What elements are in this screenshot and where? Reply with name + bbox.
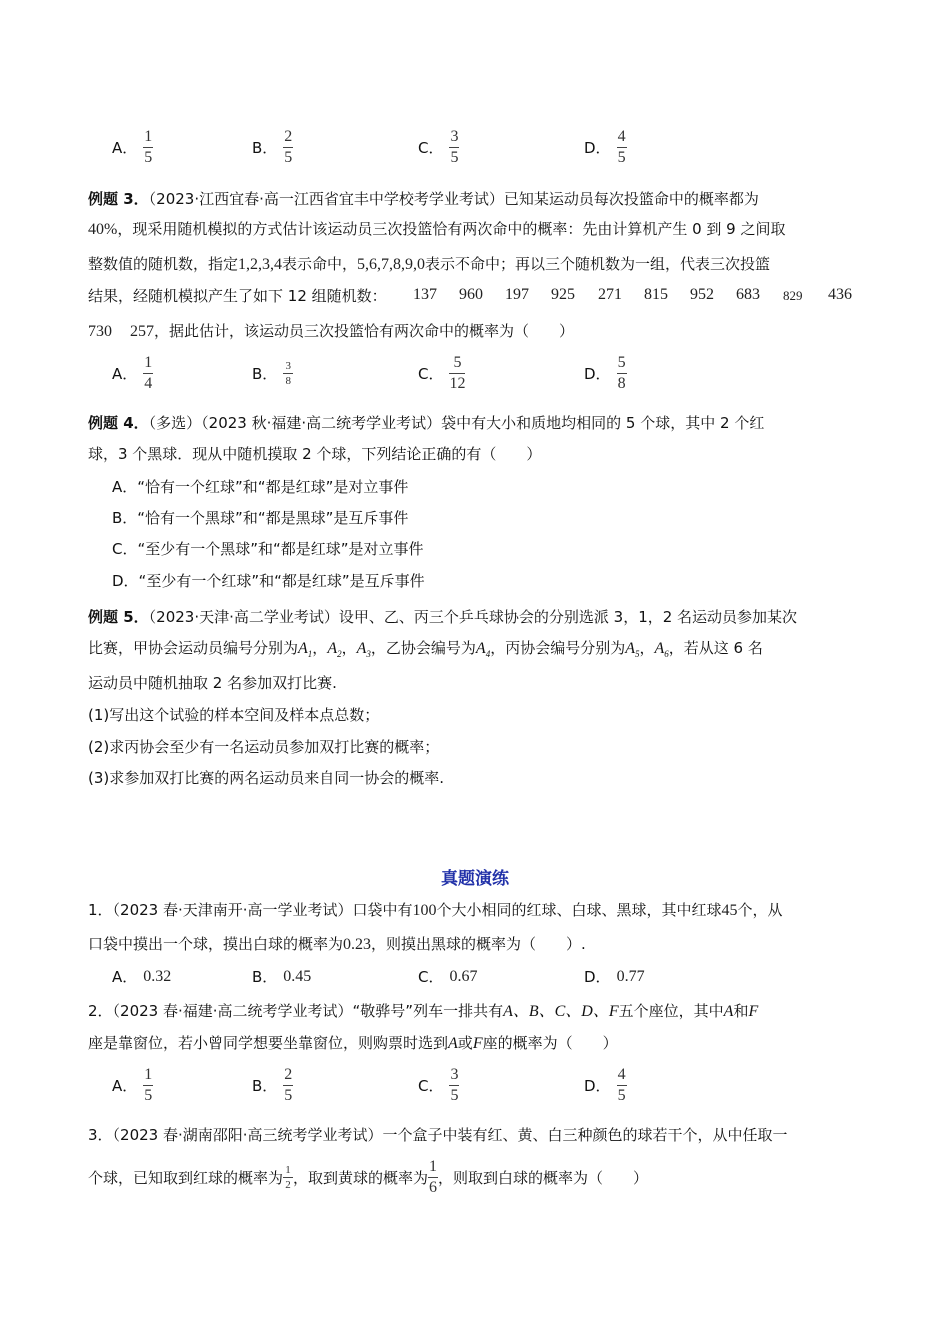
option-letter: B． xyxy=(252,968,278,986)
ex5-text: ，乙协会编号为 xyxy=(370,639,476,657)
ex5-line-3: 运动员中随机抽取 2 名参加双打比赛. xyxy=(88,674,337,692)
p2-option-d xyxy=(584,1066,627,1105)
ex5-text: 比赛，甲协会运动员编号分别为 xyxy=(88,639,299,657)
option-letter: A． xyxy=(112,365,138,383)
var-a4: $A_4$ xyxy=(475,640,491,659)
random-number: 960 xyxy=(459,286,483,303)
fraction: $\frac{1}{5}$ xyxy=(144,1066,153,1104)
p2-text: 五个座位，其中 xyxy=(618,1002,724,1020)
ex4-option-b: B．“恰有一个黑球”和“都是黑球”是互斥事件 xyxy=(112,509,409,527)
option-letter: A． xyxy=(112,968,138,986)
var-a1: $A_1$ xyxy=(298,640,313,659)
p1-option-c xyxy=(418,966,477,987)
fraction: $\frac{1}{2}$ xyxy=(283,1164,293,1191)
math-percent: 40% xyxy=(88,221,118,238)
p1-option-d xyxy=(584,966,645,987)
fraction: $\frac{5}{12}$ xyxy=(449,354,466,392)
ex3-option-c xyxy=(418,354,465,393)
section-title: 真题演练 xyxy=(441,869,509,889)
p2-text: 座是靠窗位，若小曾同学想要坐靠窗位，则购票时选到 xyxy=(88,1034,449,1052)
ex3-text: ，现采用随机模拟的方式估计该运动员三次投篮恰有两次命中的概率：先由计算机产生 0 到 9 之间取 xyxy=(117,220,786,238)
p2-text: 2．（2023 春·福建·高二统考学业考试）“敬骅号”列车一排共有 xyxy=(88,1002,504,1020)
option-b xyxy=(252,128,293,167)
ex4-text: 球，3 个黑球．现从中随机摸取 2 个球，下列结论正确的有（ ） xyxy=(88,445,542,463)
ex5-text: ，丙协会编号分别为 xyxy=(490,639,626,657)
option-c xyxy=(418,128,459,167)
p2-line-1 xyxy=(88,1000,758,1023)
p1-text: ，则摸出黑球的概率为（ ）. xyxy=(371,935,586,953)
p1-text: 1．（2023 春·天津南开·高一学业考试）口袋中有 xyxy=(88,901,413,919)
math-seat-f: F xyxy=(472,1035,483,1052)
ex5-question-3: (3)求参加双打比赛的两名运动员来自同一协会的概率. xyxy=(88,769,445,787)
fraction: $\frac{1}{4}$ xyxy=(144,354,153,392)
random-number: 197 xyxy=(505,286,529,303)
fraction: $\frac{1}{5}$ xyxy=(144,128,153,166)
option-letter: B． xyxy=(252,139,278,157)
fraction: $\frac{1}{6}$ xyxy=(429,1158,438,1196)
math-hit-digits: 1,2,3,4 xyxy=(238,256,283,273)
random-number: 683 xyxy=(736,286,760,303)
option-letter: A． xyxy=(112,139,138,157)
fraction: $\frac{2}{5}$ xyxy=(284,128,293,166)
ex3-text: 表示不命中；再以三个随机数为一组，代表三次投篮 xyxy=(425,255,771,273)
var-a2: $A_2$ xyxy=(327,640,342,659)
option-letter: C． xyxy=(418,139,444,157)
option-letter: C． xyxy=(418,365,444,383)
math-45: 45 xyxy=(721,902,738,919)
option-value: 0.77 xyxy=(616,967,645,985)
ex3-line-4 xyxy=(88,285,387,307)
ex3-text: 表示命中， xyxy=(282,255,358,273)
p3-text: ，则取到白球的概率为（ ） xyxy=(438,1168,649,1187)
ex3-line-3 xyxy=(88,253,770,276)
math-seat-a: A xyxy=(723,1003,734,1020)
p3-text: 个球，已知取到红球的概率为 xyxy=(88,1168,284,1187)
p2-text: 或 xyxy=(457,1034,473,1052)
ex5-question-2: (2)求丙协会至少有一名运动员参加双打比赛的概率； xyxy=(88,738,440,756)
ex5-line-1 xyxy=(88,606,797,628)
fraction: $\frac{3}{8}$ xyxy=(283,360,293,387)
ex4-label: 例题 4． xyxy=(88,414,149,432)
option-letter: C． xyxy=(418,1077,444,1095)
random-number: 815 xyxy=(644,286,668,303)
option-letter: B． xyxy=(252,365,278,383)
fraction: $\frac{3}{5}$ xyxy=(450,128,459,166)
p1-option-b xyxy=(252,966,311,987)
math-miss-digits: 5,6,7,8,9,0 xyxy=(357,256,426,273)
option-letter: A． xyxy=(112,1077,138,1095)
p2-option-a xyxy=(112,1066,153,1105)
ex3-label: 例题 3． xyxy=(88,190,149,208)
fraction: $\frac{5}{8}$ xyxy=(617,354,626,392)
p1-option-a xyxy=(112,966,171,987)
ex5-text: ，若从这 6 名 xyxy=(668,639,763,657)
ex3-option-a xyxy=(112,354,153,393)
ex5-question-1: (1)写出这个试验的样本空间及样本点总数； xyxy=(88,706,380,724)
option-letter: D． xyxy=(584,365,611,383)
random-number: 730 xyxy=(88,323,112,340)
math-100: 100 xyxy=(412,902,437,919)
ex3-option-b xyxy=(252,360,293,387)
random-number: 436 xyxy=(828,286,852,303)
ex4-line-2 xyxy=(88,443,541,465)
p1-line-1 xyxy=(88,899,783,922)
random-number: 257 xyxy=(130,323,154,340)
math-seat-a: A xyxy=(448,1035,458,1052)
option-value: 0.67 xyxy=(449,967,478,985)
math-seats: A、B、C、D、F xyxy=(503,1003,619,1020)
fraction: $\frac{4}{5}$ xyxy=(617,1066,626,1104)
ex5-line-2: 比赛，甲协会运动员编号分别为$A_1$，$A_2$，$A_3$，乙协会编号为$A_4$，丙协会编号分别为$A_5$，$A_6$，若从这 6 名 xyxy=(88,639,763,659)
p2-text: 和 xyxy=(733,1002,749,1020)
option-value: 0.32 xyxy=(143,967,172,985)
option-d xyxy=(584,128,627,167)
p2-option-c xyxy=(418,1066,459,1105)
p3-text: ，取到黄球的概率为 xyxy=(293,1168,429,1187)
random-number: 829 xyxy=(783,288,803,303)
option-letter: D． xyxy=(584,139,611,157)
ex3-text: ，据此估计，该运动员三次投篮恰有两次命中的概率为（ ） xyxy=(154,322,575,340)
ex3-text: 整数值的随机数，指定 xyxy=(88,255,239,273)
fraction: $\frac{3}{5}$ xyxy=(450,1066,459,1104)
option-letter: C． xyxy=(418,968,444,986)
random-number: 952 xyxy=(690,286,714,303)
p1-text: 个，从 xyxy=(737,901,783,919)
option-letter: B． xyxy=(252,1077,278,1095)
ex5-text: （2023·天津·高二学业考试）设甲、乙、丙三个乒乓球协会的分别选派 3，1，2 名运动员参加某次 xyxy=(148,608,798,626)
var-a3: $A_3$ xyxy=(356,640,371,659)
ex3-option-d xyxy=(584,354,627,393)
ex4-option-d: D．“至少有一个红球”和“都是红球”是互斥事件 xyxy=(112,572,425,590)
ex4-line-1 xyxy=(88,412,764,434)
p1-text: 个大小相同的红球、白球、黑球，其中红球 xyxy=(436,901,722,919)
p3-line-2 xyxy=(88,1158,648,1197)
ex3-line-5 xyxy=(88,320,574,343)
ex3-line-2 xyxy=(88,218,786,241)
var-a5: $A_5$ xyxy=(625,640,640,659)
ex4-text: （多选）（2023 秋·福建·高二统考学业考试）袋中有大小和质地均相同的 5 个球，其中 2 个红 xyxy=(148,414,765,432)
ex5-label: 例题 5． xyxy=(88,608,149,626)
random-number: 271 xyxy=(598,286,622,303)
ex3-text: （2023·江西宜春·高一江西省宜丰中学校考学业考试）已知某运动员每次投篮命中的概率都为 xyxy=(148,190,759,208)
p2-option-b xyxy=(252,1066,293,1105)
ex4-option-c: C．“至少有一个黑球”和“都是红球”是对立事件 xyxy=(112,540,424,558)
option-value: 0.45 xyxy=(283,967,312,985)
fraction: $\frac{4}{5}$ xyxy=(617,128,626,166)
p1-line-2 xyxy=(88,933,586,956)
ex3-text: 结果，经随机模拟产生了如下 12 组随机数： xyxy=(88,287,387,305)
option-letter: D． xyxy=(584,1077,611,1095)
random-number: 925 xyxy=(551,286,575,303)
math-prob: 0.23 xyxy=(343,936,372,953)
random-number: 137 xyxy=(413,286,437,303)
p3-line-1: 3．（2023 春·湖南邵阳·高三统考学业考试）一个盒子中装有红、黄、白三种颜色的球若干个，从中任取一 xyxy=(88,1126,788,1144)
p1-text: 口袋中摸出一个球，摸出白球的概率为 xyxy=(88,935,344,953)
p2-line-2 xyxy=(88,1032,618,1055)
var-a6: $A_6$ xyxy=(654,640,669,659)
option-letter: D． xyxy=(584,968,611,986)
ex3-line-1 xyxy=(88,188,759,210)
p2-text: 座的概率为（ ） xyxy=(482,1034,618,1052)
ex4-option-a: A．“恰有一个红球”和“都是红球”是对立事件 xyxy=(112,478,409,496)
fraction: $\frac{2}{5}$ xyxy=(284,1066,293,1104)
option-a xyxy=(112,128,153,167)
math-seat-f: F xyxy=(748,1003,759,1020)
